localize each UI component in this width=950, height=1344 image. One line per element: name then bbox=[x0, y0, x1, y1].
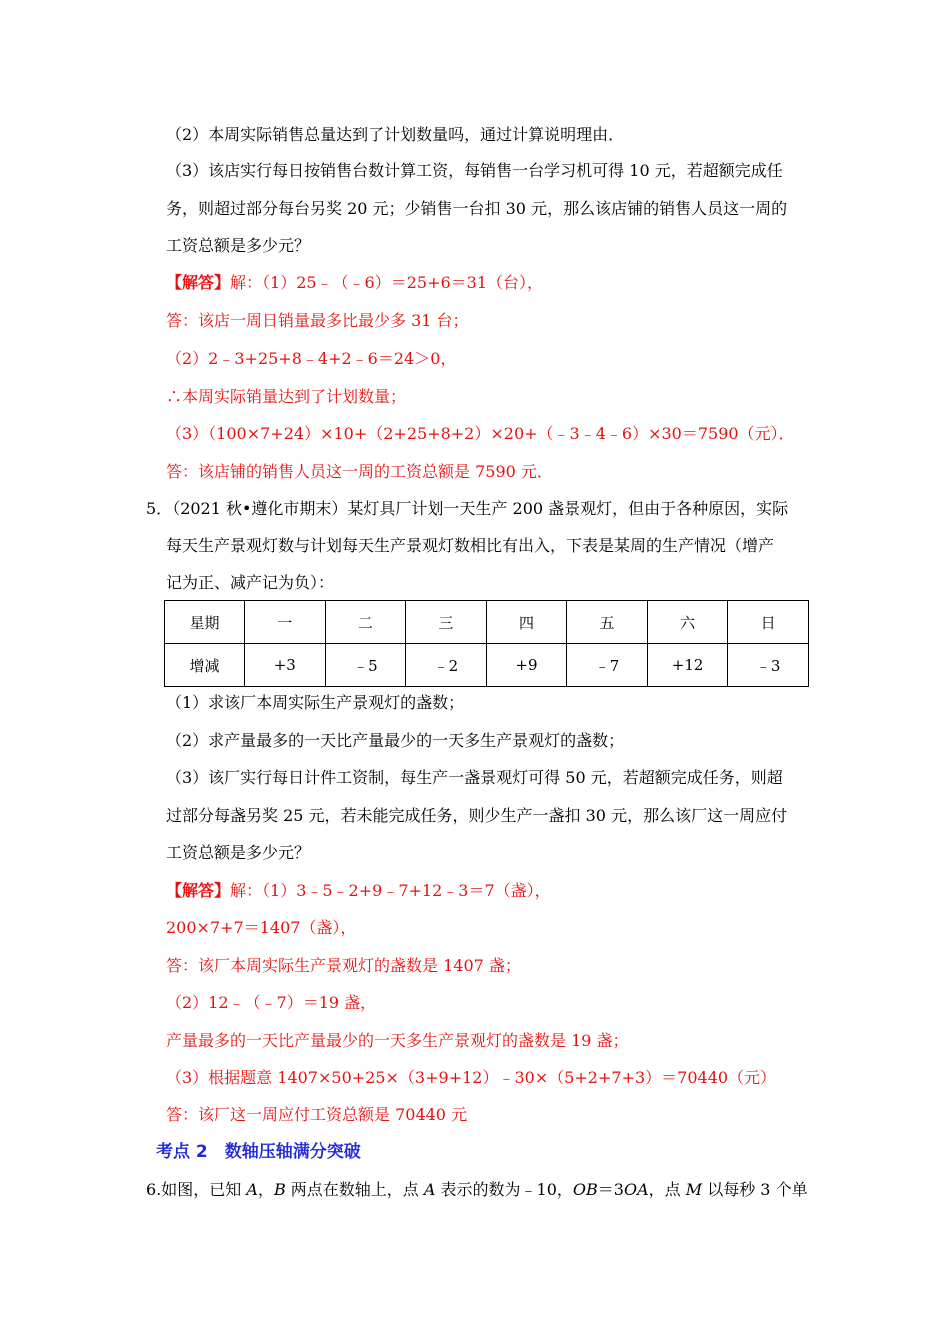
p5-answer-line7: 答：该厂这一周应付工资总额是 70440 元 bbox=[166, 1105, 468, 1124]
production-table bbox=[164, 600, 809, 687]
p4-answer-line2: 答：该店一周日销量最多比最少多 31 台； bbox=[166, 311, 469, 330]
p5-statement-line3: 记为正、减产记为负）： bbox=[166, 573, 335, 592]
p5-answer-line6: （3）根据题意 1407×50+25×（3+9+12）﹣30×（5+2+7+3）＝70440（元） bbox=[166, 1068, 777, 1087]
p4-question-2: （2）本周实际销售总量达到了计划数量吗，通过计算说明理由． bbox=[166, 125, 625, 144]
table-cell: 日 bbox=[728, 601, 809, 644]
p4-answer-line3: （2）2﹣3+25+8﹣4+2﹣6＝24＞0， bbox=[166, 349, 457, 368]
table-cell: 星期 bbox=[165, 601, 245, 644]
answer-tag: 【解答】 bbox=[166, 273, 231, 292]
table-cell: ﹣3 bbox=[728, 644, 809, 687]
p5-answer-line4: （2）12﹣（﹣7）＝19 盏， bbox=[166, 993, 377, 1012]
p6-text: 6.如图，已知 bbox=[146, 1180, 247, 1199]
p5-answer-line2: 200×7+7＝1407（盏）， bbox=[166, 918, 357, 937]
table-cell: +9 bbox=[486, 644, 567, 687]
point-m-label: M bbox=[685, 1180, 703, 1199]
p5-question-2: （2）求产量最多的一天比产量最少的一天多生产景观灯的盏数； bbox=[166, 731, 625, 750]
point-a-label: A bbox=[423, 1180, 436, 1199]
p5-question-3-line2: 过部分每盏另奖 25 元，若未能完成任务，则少生产一盏扣 30 元，那么该厂这一周应付 bbox=[166, 806, 788, 825]
table-cell: +3 bbox=[245, 644, 326, 687]
p5-text: （2021 秋•遵化市期末）某灯具厂计划一天生产 200 盏景观灯，但由于各种原因，实际 bbox=[172, 499, 789, 518]
answer-text: 解：（1）3﹣5﹣2+9﹣7+12﹣3＝7（盏）， bbox=[230, 881, 551, 900]
answer-text: 解：（1）25﹣（﹣6）＝25+6＝31（台）， bbox=[230, 273, 544, 292]
p6-text: 两点在数轴上，点 bbox=[285, 1180, 424, 1199]
point-b-label: B bbox=[273, 1180, 286, 1199]
table-header-row bbox=[165, 601, 809, 644]
p4-answer-line6: 答：该店铺的销售人员这一周的工资总额是 7590 元． bbox=[166, 462, 553, 481]
p6-text: ， bbox=[257, 1180, 274, 1199]
table-cell: 六 bbox=[647, 601, 728, 644]
p5-question-3-line1: （3）该厂实行每日计件工资制，每生产一盏景观灯可得 50 元，若超额完成任务，则超 bbox=[166, 768, 783, 787]
segment-ob-label: OB bbox=[572, 1180, 598, 1199]
section-heading: 考点 2 数轴压轴满分突破 bbox=[156, 1142, 361, 1162]
p6-statement-line1 bbox=[146, 1179, 808, 1201]
p4-answer-line1 bbox=[166, 272, 543, 294]
p6-text: 表示的数为﹣10， bbox=[435, 1180, 573, 1199]
table-cell: ﹣2 bbox=[406, 644, 487, 687]
p5-statement-line1 bbox=[146, 498, 788, 520]
segment-oa-label: OA bbox=[623, 1180, 649, 1199]
answer-tag: 【解答】 bbox=[166, 881, 231, 900]
table-cell: 三 bbox=[406, 601, 487, 644]
p4-question-3-line3: 工资总额是多少元？ bbox=[166, 236, 311, 255]
p5-question-3-line3: 工资总额是多少元？ bbox=[166, 843, 311, 862]
p4-answer-line5: （3）（100×7+24）×10+（2+25+8+2）×20+（﹣3﹣4﹣6）×30＝7590（元）． bbox=[166, 424, 795, 443]
table-cell: ﹣7 bbox=[567, 644, 648, 687]
p5-answer-line1 bbox=[166, 880, 551, 902]
table-cell: 四 bbox=[486, 601, 567, 644]
table-cell: +12 bbox=[647, 644, 728, 687]
p4-question-3-line1: （3）该店实行每日按销售台数计算工资，每销售一台学习机可得 10 元，若超额完成任 bbox=[166, 161, 783, 180]
p4-answer-line4: ∴本周实际销量达到了计划数量； bbox=[166, 387, 407, 406]
p6-text: ，点 bbox=[648, 1180, 686, 1199]
table-cell: 二 bbox=[325, 601, 406, 644]
table-cell: 一 bbox=[245, 601, 326, 644]
table-cell: ﹣5 bbox=[325, 644, 406, 687]
table-cell: 增减 bbox=[165, 644, 245, 687]
p5-question-1: （1）求该厂本周实际生产景观灯的盏数； bbox=[166, 693, 465, 712]
p6-text: 以每秒 3 个单 bbox=[702, 1180, 808, 1199]
table-row bbox=[165, 644, 809, 687]
p5-answer-line5: 产量最多的一天比产量最少的一天多生产景观灯的盏数是 19 盏； bbox=[166, 1031, 629, 1050]
p5-answer-line3: 答：该厂本周实际生产景观灯的盏数是 1407 盏； bbox=[166, 956, 521, 975]
p5-statement-line2: 每天生产景观灯数与计划每天生产景观灯数相比有出入，下表是某周的生产情况（增产 bbox=[166, 536, 775, 555]
table-cell: 五 bbox=[567, 601, 648, 644]
p5-number: 5． bbox=[146, 499, 173, 518]
point-a-label: A bbox=[246, 1180, 258, 1199]
p4-question-3-line2: 务，则超过部分每台另奖 20 元；少销售一台扣 30 元，那么该店铺的销售人员这一周的 bbox=[166, 199, 788, 218]
p6-text: ＝3 bbox=[597, 1180, 624, 1199]
